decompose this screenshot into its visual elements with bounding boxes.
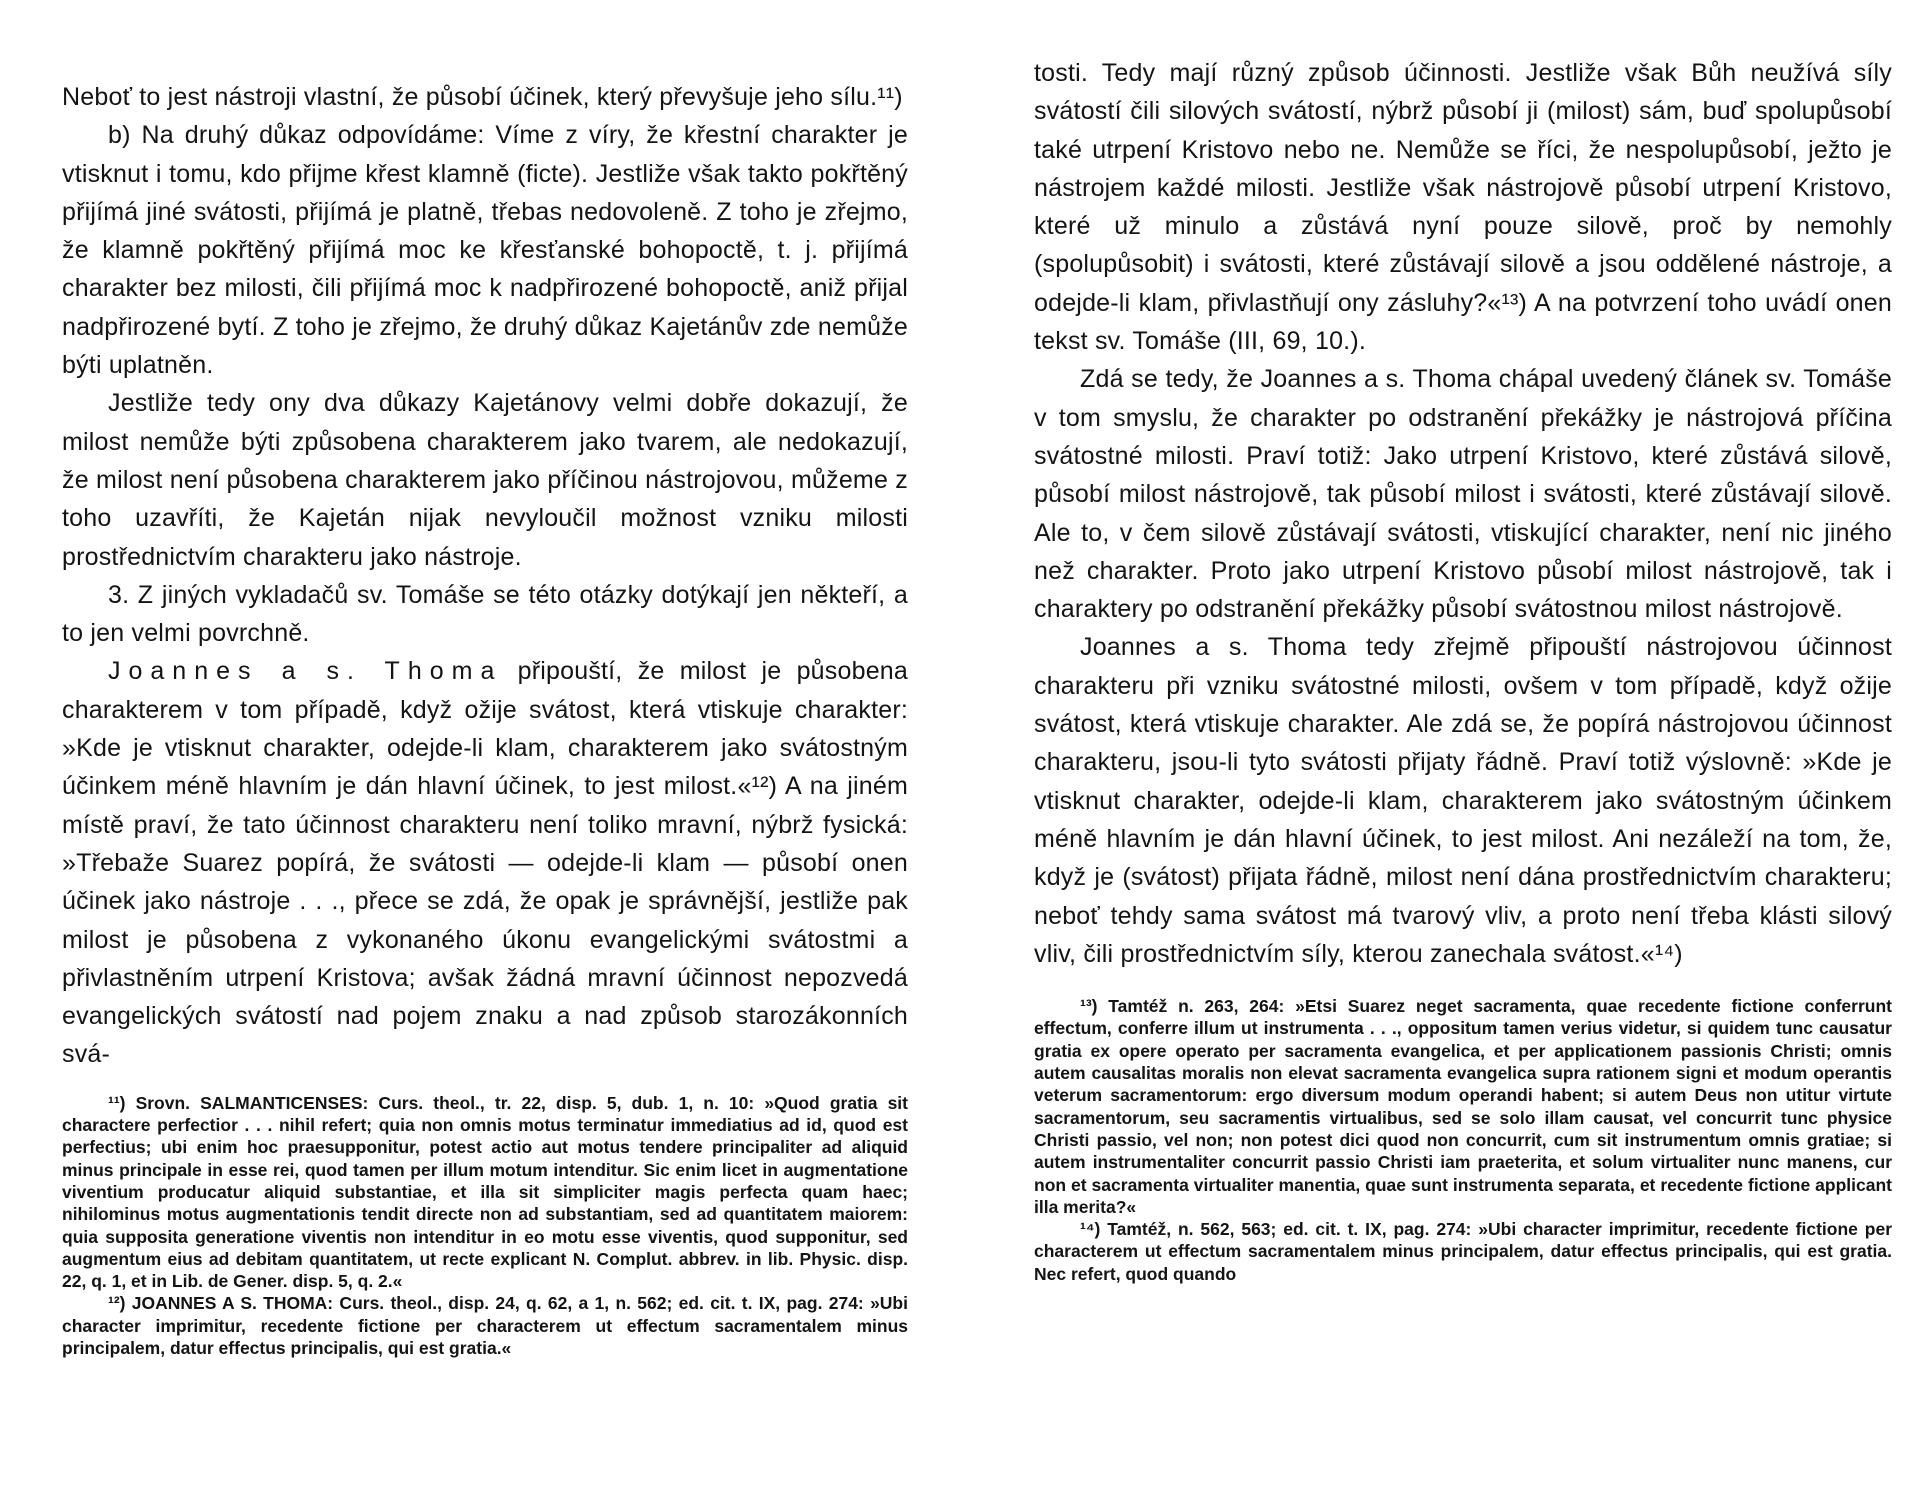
left-paragraph-1: Neboť to jest nástroji vlastní, že působí účinek, který převyšuje jeho sílu.¹¹) xyxy=(62,83,903,111)
left-paragraph-5 xyxy=(62,652,908,1073)
right-paragraph-1: tosti. Tedy mají různý způsob účinnosti. Jestliže však Bůh neužívá síly svátostí čili silových svátostí, nýbrž působí ji (milost) sám, buď spolupůsobí také utrpení Kristovo nebo ne. Nemůže se říci, že nespolupůsobí, ježto je nástrojem každé milosti. Jestliže však nástrojově působí utrpení Kristovo, které už minulo a zůstává nyní pouze silově, proč by nemohly (spolupůsobit) i svátosti, které zůstávají silově a jsou oddělené nástroje, a odejde-li klam, přivlastňují ony zásluhy?«¹³) A na potvrzení toho uvádí onen tekst sv. Tomáše (III, 69, 10.). xyxy=(1034,59,1892,356)
footnote-13: ¹³) Tamtéž n. 263, 264: »Etsi Suarez neget sacramenta, quae recedente fictione conferrunt effectum, conferre illum ut instrumenta . . ., oppositum tamen verius videtur, si quidem tunc causatur gratia ex opere operato per sacramenta evangelica, et per applicationem passionis Christi; omnis autem causalitas moralis non elevat sacramenta evangelica supra rationem signi et modum operantis veterum sacramentorum: ergo diversum modum operandi habent; si autem Deus non utitur virtute sacramentorum, seu sacramentis virtualibus, sed se solo illam causat, vel concurrit tunc physice Christi passio, vel non; non potest dici quod non concurrit, cum sit instrumentum omnis gratiae; si autem instrumentaliter concurrit passio Christi iam praeterita, et solum virtualiter nunc manens, cur non et sacramenta virtualiter manentia, quae sunt instrumenta separata, et recedente fictione applicant illa merita?« xyxy=(1034,996,1892,1217)
left-paragraph-4: 3. Z jiných vykladačů sv. Tomáše se této otázky dotýkají jen někteří, a to jen velmi povrchně. xyxy=(62,580,908,648)
right-paragraph-3: Joannes a s. Thoma tedy zřejmě připouští nástrojovou účinnost charakteru při vzniku svátostné milosti, ovšem v tom případě, když ožije svátost, která vtiskuje charakter. Ale zdá se, že popírá nástrojovou účinnost charakteru, jsou-li tyto svátosti přijaty řádně. Praví totiž výslovně: »Kde je vtisknut charakter, odejde-li klam, charakterem jako svátostným účinkem méně hlavním je dán hlavní účinek, to jest milost. Ani nezáleží na tom, že, když je (svátost) přijata řádně, milost není dána prostřednictvím charakteru; neboť tehdy sama svátost má tvarový vliv, a proto není třeba klásti silový vliv, čili prostřednictvím síly, kterou zanechala svátost.«¹⁴) xyxy=(1034,633,1892,968)
right-page xyxy=(1034,0,1892,1285)
footnote-11: ¹¹) Srovn. SALMANTICENSES: Curs. theol., tr. 22, disp. 5, dub. 1, n. 10: »Quod gratia sit charactere perfectior . . . nihil refert; quia non omnis motus terminatur immediatius ad id, quod est perfectius; ubi enim hoc praesupponitur, potest actio aut motus tendere principaliter ad aliquid minus principale in esse rei, quod tamen per illum motum intenditur. Sic enim licet in augmentatione viventium producatur aliquid substantiae, et illa sit simpliciter magis perfecta quam haec; nihilominus motus augmentationis tendit directe non ad substantiam, sed ad quantitatem maiorem: quia supposita generatione viventis non intenditur in eo motu esse viventis, quod supponitur, sed augmentum eius ad debitam quantitatem, ut recte explicant N. Complut. abbrev. in lib. Physic. disp. 22, q. 1, et in Lib. de Gener. disp. 5, q. 2.« xyxy=(62,1092,908,1292)
right-body-text xyxy=(1034,54,1892,973)
spaced-author-name: Joannes a s. Thoma xyxy=(108,657,503,686)
footnote-14: ¹⁴) Tamtéž, n. 562, 563; ed. cit. t. IX, pag. 274: »Ubi character imprimitur, recedente fictione per characterem ut effectum sacramentalem minus principalem, datur effectus principalis, qui est gratia. Nec refert, quod quando xyxy=(1034,1219,1892,1284)
left-footnotes xyxy=(62,1092,908,1360)
footnote-12: ¹²) JOANNES A S. THOMA: Curs. theol., disp. 24, q. 62, a 1, n. 562; ed. cit. t. IX, pag. 274: »Ubi character imprimitur, recedente fictione per characterem ut effectum sacramentalem minus principalem, datur effectus principalis, qui est gratia.« xyxy=(62,1293,908,1358)
left-body-text xyxy=(62,78,908,1074)
left-paragraph-3: Jestliže tedy ony dva důkazy Kajetánovy velmi dobře dokazují, že milost nemůže býti způsobena charakterem jako tvarem, ale nedokazují, že milost není působena charakterem jako příčinou nástrojovou, můžeme z toho uzavříti, že Kajetán nijak nevyloučil možnost vzniku milosti prostřednictvím charakteru jako nástroje. xyxy=(62,389,908,571)
left-paragraph-5-text: připouští, že milost je působena charakterem v tom případě, když ožije svátost, která vtiskuje charakter: »Kde je vtisknut charakter, odejde-li klam, charakterem jako svátostným účinkem méně hlavním je dán hlavní účinek, to jest milost.«¹²) A na jiném místě praví, že tato účinnost charakteru není toliko mravní, nýbrž fysická: »Třebaže Suarez popírá, že svátosti — odejde-li klam — působí onen účinek jako nástroje . . ., přece se zdá, že opak je správnější, jestliže pak milost je působena z vykonaného úkonu evangelickými svátostmi a přivlastněním utrpení Kristova; avšak žádná mravní účinnost nepozvedá evangelických svátostí nad pojem znaku a nad způsob starozákonních svá- xyxy=(62,657,909,1069)
right-footnotes xyxy=(1034,995,1892,1285)
right-paragraph-2: Zdá se tedy, že Joannes a s. Thoma chápal uvedený článek sv. Tomáše v tom smyslu, že charakter po odstranění překážky je nástrojová příčina svátostné milosti. Praví totiž: Jako utrpení Kristovo, které zůstává silově, působí milost nástrojově, tak působí milost i svátosti, které zůstávají silově. Ale to, v čem silově zůstávají svátosti, vtiskující charakter, není nic jiného než charakter. Proto jako utrpení Kristovo působí milost nástrojově, tak i charaktery po odstranění překážky působí svátostnou milost nástrojově. xyxy=(1034,365,1892,624)
left-paragraph-2: b) Na druhý důkaz odpovídáme: Víme z víry, že křestní charakter je vtisknut i tomu, kdo přijme křest klamně (ficte). Jestliže však takto pokřtěný přijímá jiné svátosti, přijímá je platně, třebas nedovoleně. Z toho je zřejmo, že klamně pokřtěný přijímá moc ke křesťanské bohopoctě, t. j. přijímá charakter bez milosti, čili přijímá moc k nadpřirozené bohopoctě, aniž přijal nadpřirozené bytí. Z toho je zřejmo, že druhý důkaz Kajetánův zde nemůže býti uplatněn. xyxy=(62,121,908,380)
left-page xyxy=(62,0,908,1359)
